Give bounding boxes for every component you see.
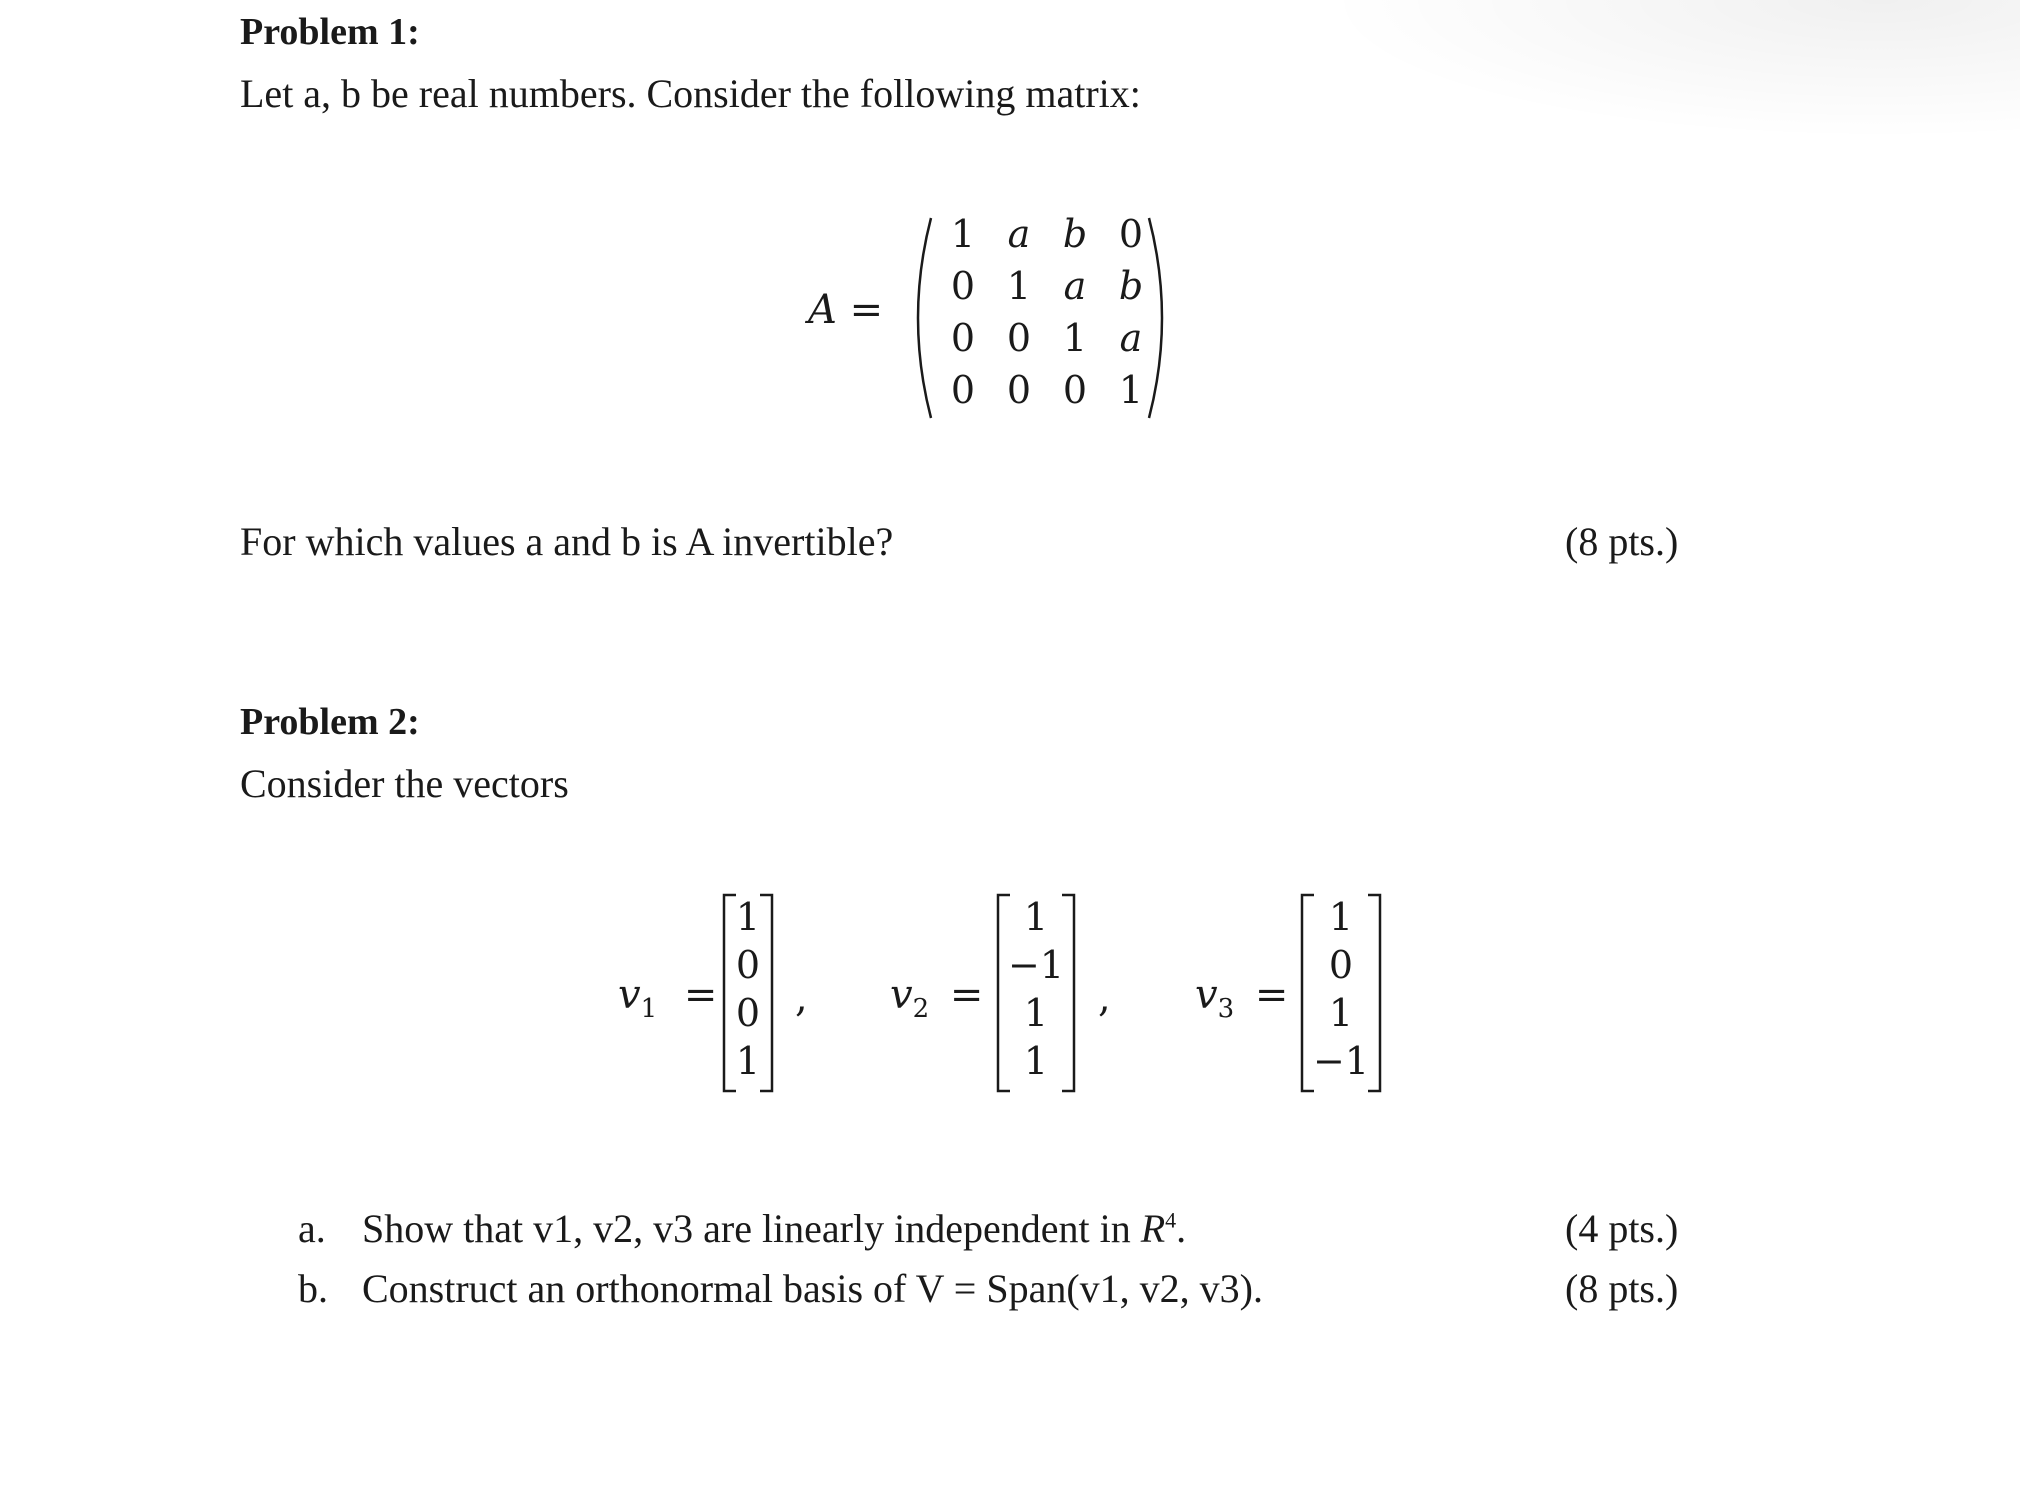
vector-cell: 1 [735,895,761,939]
matrix-cell: a [1063,264,1087,308]
matrix-cell: 0 [1062,368,1088,412]
vector-cell: 0 [735,991,761,1035]
part-a-space-symbol: R [1140,1206,1166,1251]
matrix-cell: 0 [1118,212,1144,256]
vector-cell: −1 [1007,943,1065,987]
matrix-cell: 0 [950,316,976,360]
problem1-intro: Let a, b be real numbers. Consider the following matrix: [240,71,1141,116]
vector-cell: 0 [735,943,761,987]
vector-cell: −1 [1312,1039,1370,1083]
matrix-cell: 0 [950,264,976,308]
part-b-text: Construct an orthonormal basis of V = Span(v1, v2, v3). [362,1266,1263,1311]
vector-cell: 1 [1023,895,1049,939]
equals-sign: = [949,972,984,1018]
vector-cell: 1 [1328,991,1354,1035]
problem2-intro: Consider the vectors [240,761,569,806]
matrix-cell: 1 [1062,316,1088,360]
page-shadow [1320,0,2020,140]
vector-v1 [722,893,774,1093]
part-a-exponent: 4 [1165,1207,1177,1233]
equals-sign: = [683,972,718,1018]
equals-sign: = [1254,972,1289,1018]
vector-label: v [1195,972,1218,1018]
vector-cell: 1 [1328,895,1354,939]
matrix-cell: a [1119,316,1143,360]
problem1-question: For which values a and b is A invertible? [240,519,894,564]
matrix-cell: 1 [1118,368,1144,412]
vector-subscript: 3 [1217,994,1235,1024]
part-a-text [362,1205,1186,1252]
matrix-cell: b [1118,264,1144,308]
matrix-a-cells [935,212,1145,422]
vector-label: v [890,972,913,1018]
vector-subscript: 2 [912,994,930,1024]
part-b-points: (8 pts.) [1565,1266,1679,1311]
matrix-cell: 1 [950,212,976,256]
problem1-heading: Problem 1: [240,11,420,53]
problem1-points: (8 pts.) [1565,519,1679,564]
vector-cell: 1 [1023,991,1049,1035]
matrix-cell: a [1007,212,1031,256]
part-a-marker: a. [298,1206,326,1251]
vector-v2 [996,893,1076,1093]
vector-subscript: 1 [640,994,658,1024]
vector-v3 [1300,893,1382,1093]
vector-cell: 0 [1328,943,1354,987]
vector-v3-label [1195,972,1288,1024]
comma-separator: , [795,975,808,1021]
matrix-cell: 1 [1006,264,1032,308]
part-a-points: (4 pts.) [1565,1206,1679,1251]
part-a-statement: Show that v1, v2, v3 are linearly independent in [362,1206,1141,1251]
matrix-cell: 0 [1006,316,1032,360]
matrix-cell: 0 [1006,368,1032,412]
vector-v1-label [618,972,717,1024]
matrix-cell: b [1062,212,1088,256]
vector-cell: 1 [1023,1039,1049,1083]
matrix-a-label: A = [808,287,884,333]
vector-v2-label [890,972,983,1024]
vector-label: v [618,972,641,1018]
problem2-heading: Problem 2: [240,701,420,743]
vector-cell: 1 [735,1039,761,1083]
comma-separator: , [1098,975,1111,1021]
matrix-cell: 0 [950,368,976,412]
part-b-marker: b. [298,1266,328,1311]
part-a-period: . [1176,1206,1187,1251]
